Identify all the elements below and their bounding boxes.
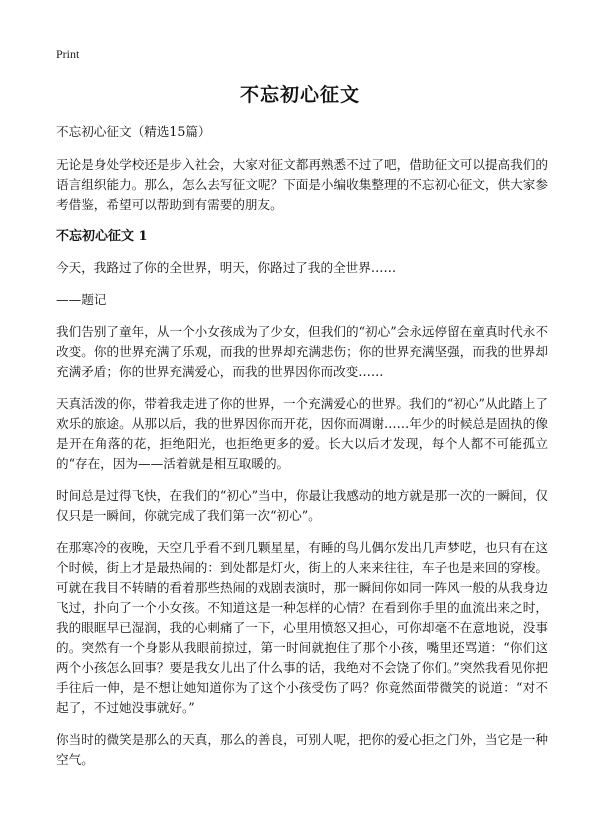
- article-body: [56, 122, 548, 782]
- body-paragraph: 时间总是过得飞快，在我们的“初心”当中，你最让我感动的地方就是那一次的一瞬间，仅仅只是一瞬间，你就完成了我们第一次“初心”。: [56, 488, 548, 523]
- body-paragraph: 在那寒冷的夜晚，天空几乎看不到几颗星星，有睡的鸟儿偶尔发出几声梦呓，也只有在这个时候，街上才是最热闹的：到处都是灯火，街上的人来来往往，车子也是来回的穿梭。可就在我目不转睛的看着那些热闹的戏剧表演时，那一瞬间你如同一阵风一般的从我身边飞过，扑向了一个小女孩。不知道这是一种怎样的心情？在看到你手里的血流出来之时，我的眼眶早已湿润，我的心刺痛了一下，心里用愤怒又担心，可你却毫不在意地说，没事的。突然有一个身影从我眼前掠过，第一时间就抱住了那个小孩，嘴里还骂道：“你们这两个小孩怎么回事？要是我女儿出了什么事的话，我绝对不会饶了你们。”突然我看见你把手往后一伸，是不想让她知道你为了这个小孩受伤了吗？你竟然面带微笑的说道：“对不起了，不过她没事就好。”: [56, 540, 548, 715]
- section-heading: 不忘初心征文 1: [56, 229, 148, 244]
- article-subtitle: 不忘初心征文（精选15篇）: [56, 124, 211, 139]
- page-title: 不忘初心征文: [239, 84, 360, 106]
- intro-paragraph: 无论是身处学校还是步入社会，大家对征文都再熟悉不过了吧，借助征文可以提高我们的语言组织能力。那么，怎么去写征文呢？下面是小编收集整理的不忘初心征文，供大家参考借鉴，希望可以帮助到有需要的朋友。: [56, 157, 548, 212]
- body-paragraph: 天真活泼的你，带着我走进了你的世界，一个充满爱心的世界。我们的“初心”从此踏上了欢乐的旅途。从那以后，我的世界因你而开花，因你而凋谢……年少的时候总是固执的像是开在角落的花，拒绝阳光，也拒绝更多的爱。长大以后才发现，每个人都不可能孤立的“存在，因为——活着就是相互取暖的。: [56, 396, 548, 471]
- body-paragraph: 你当时的微笑是那么的天真，那么的善良，可别人呢，把你的爱心拒之门外，当它是一种空气。: [56, 732, 548, 767]
- epigraph-attribution: ——题记: [56, 292, 107, 307]
- epigraph-line: 今天，我路过了你的全世界，明天，你路过了我的全世界……: [56, 260, 397, 275]
- print-link[interactable]: Print: [56, 47, 80, 61]
- body-paragraph: 我们告别了童年，从一个小女孩成为了少女，但我们的“初心”会永远停留在童真时代永不改变。你的世界充满了乐观，而我的世界却充满悲伤；你的世界充满坚强，而我的世界却充满矛盾；你的世界充满爱心，而我的世界因你而改变……: [56, 324, 548, 379]
